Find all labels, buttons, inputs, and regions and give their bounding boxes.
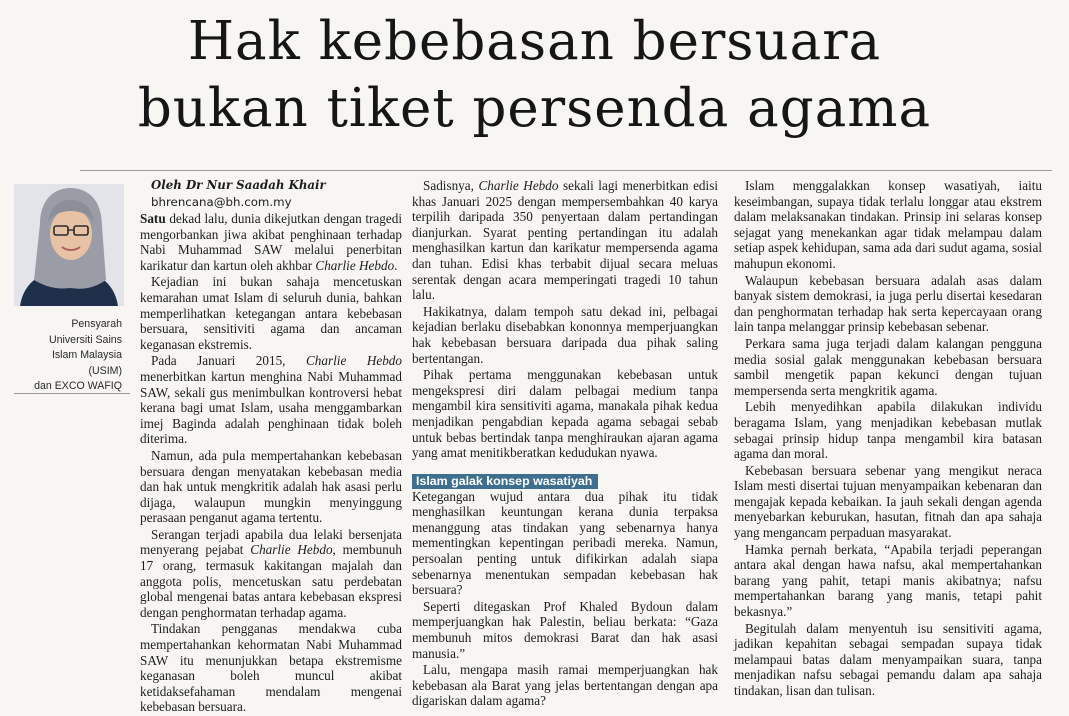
paragraph: Begitulah dalam menyentuh isu sensitiviti agama, jadikan kepahitan sebagai sempadan supaya tidak melampaui batas dalam menyampaikan suara, tanpa menjadikan nafsu sebagai pemandu dalam apa sahaja tindakan, lisan dan tulisan. [734, 620, 1042, 698]
paragraph: Seperti ditegaskan Prof Khaled Bydoun dalam memperjuangkan hak Palestin, beliau berkata: “Gaza membunuh mitos demokrasi Barat dan hak asasi manusia.” [412, 598, 718, 661]
paragraph: Perkara sama juga terjadi dalam kalangan pengguna media sosial galak menggunakan kebebasan bersuara sambil mengetik papan kekunci dengan tujuan mempersenda serta mengkritik agama. [734, 335, 1042, 398]
article-column-1 [140, 178, 402, 716]
paragraph: Lebih menyedihkan apabila dilakukan individu beragama Islam, yang menjadikan kebebasan mutlak sebagai prinsip hidup tanpa mengambil kira batasan agama dan moral. [734, 399, 1042, 462]
paragraph: Walaupun kebebasan bersuara adalah asas dalam banyak sistem demokrasi, ia juga perlu disertai kesedaran dan penghormatan terhadap hak serta kepercayaan orang lain tanpa melanggar prinsip kebebasan sebenar. [734, 272, 1042, 335]
author-rule [14, 393, 130, 394]
paragraph: Hakikatnya, dalam tempoh satu dekad ini, pelbagai kejadian berlaku disebabkan kononnya memperjuangkan hak kebebasan bersuara daripada dua pihak saling bertentangan. [412, 303, 718, 366]
paragraph: Serangan terjadi apabila dua lelaki bersenjata menyerang pejabat Charlie Hebdo, membunuh 17 orang, termasuk kakitangan majalah dan anggota polis, mencetuskan satu perdebatan global mengenai batas antara kebebasan ekspresi dengan penghormatan terhadap agama. [140, 526, 402, 620]
paragraph: Islam menggalakkan konsep wasatiyah, iaitu keseimbangan, supaya tidak terlalu longgar atau ekstrem dalam melaksanakan tindakan. Prinsip ini selaras konsep sejagat yang menekankan agar tidak melampau dalam setiap aspek kehidupan, sama ada dari sudut agama, sosial mahupun ekonomi. [734, 178, 1042, 271]
headline-line-1: Hak kebebasan bersuara [187, 11, 882, 72]
paragraph: Sadisnya, Charlie Hebdo sekali lagi menerbitkan edisi khas Januari 2025 dengan mempersembahkan 40 karya terpilih daripada 350 penyertaan dalam pertandingan dianjurkan. Syarat penting pertandingan itu adalah menghasilkan kartun dan karikatur mempersenda agama dan tuhan. Edisi khas terbabit dijual secara meluas serentak dengan acara memperingati tragedi 10 tahun lalu. [412, 178, 718, 303]
paragraph: Tindakan pengganas mendakwa cuba mempertahankan kehormatan Nabi Muhammad SAW itu menunjukkan betapa ekstremisme keganasan boleh muncul akibat ketidaksefahaman mendalam mengenai kebebasan bersuara. [140, 621, 402, 715]
article-column-2 [412, 178, 718, 710]
paragraph: Hamka pernah berkata, “Apabila terjadi peperangan antara akal dengan hawa nafsu, akal mempertahankan barang yang pahit, tetapi manis akibatnya; nafsu mempertahankan barang yang manis, tetapi pahit bekasnya.” [734, 541, 1042, 620]
author-byline: Oleh Dr Nur Saadah Khair [151, 178, 326, 192]
headline [0, 8, 1069, 142]
author-email[interactable]: bhrencana@bh.com.my [151, 195, 292, 209]
author-portrait-icon [14, 184, 124, 306]
paragraph: Namun, ada pula mempertahankan kebebasan bersuara dengan menyatakan kebebasan media dan hak untuk mengkritik adalah hak asasi perlu dijaga, walaupun mungkin menyinggung perasaan penganut agama tertentu. [140, 447, 402, 526]
headline-line-2: bukan tiket persenda agama [137, 78, 932, 139]
paragraph: Ketegangan wujud antara dua pihak itu tidak menghasilkan keuntungan kerana dunia terpaksa menanggung atas tindakan yang sebenarnya hanya mementingkan kepentingan peribadi mereka. Namun, persoalan penting untuk difikirkan adalah siapa sebenarnya menentukan sempadan kebebasan hak bersuara? [412, 488, 718, 598]
paragraph: Kebebasan bersuara sebenar yang mengikut neraca Islam mesti disertai tujuan menyampaikan kebenaran dan mengajak kepada kebaikan. Ia jauh sekali dengan agenda menyebarkan keburukan, hasutan, fitnah dan apa sahaja yang mengancam perpaduan masyarakat. [734, 462, 1042, 541]
article-column-3 [734, 178, 1042, 700]
paragraph: Kejadian ini bukan sahaja mencetuskan kemarahan umat Islam di seluruh dunia, bahkan memperlihatkan ketegangan antara kebebasan bersuara, sensitiviti agama dan ancaman keganasan ekstremis. [140, 274, 402, 352]
paragraph: Pihak pertama menggunakan kebebasan untuk mengekspresi diri dalam pelbagai medium tanpa mengambil kira sensitiviti agama, manakala pihak kedua menjadikan pengabdian kepada agama sebagai sebab untuk bebas bertindak tanpa menghiraukan ajaran agama yang amat menitikberatkan kedudukan nyawa. [412, 367, 718, 461]
paragraph: Pada Januari 2015, Charlie Hebdo menerbitkan kartun menghina Nabi Muhammad SAW, sekali gus menimbulkan kontroversi hebat kerana bagi umat Islam, usaha menggambarkan imej Baginda adalah penghinaan tidak boleh diterima. [140, 353, 402, 447]
lead-word: Satu [140, 211, 166, 226]
paragraph: Lalu, mengapa masih ramai memperjuangkan hak kebebasan ala Barat yang jelas bertentangan dengan apa digariskan dalam agama? [412, 662, 718, 709]
author-box [14, 184, 132, 392]
paragraph: Satu dekad lalu, dunia dikejutkan dengan tragedi mengorbankan jiwa akibat penghinaan terhadap Nabi Muhammad SAW melalui penerbitan karikatur dan kartun oleh akhbar Charlie Hebdo. [140, 211, 402, 273]
author-role: Pensyarah Universiti Sains Islam Malaysia (USIM) dan EXCO WAFIQ [34, 318, 122, 392]
frame-top-rule [80, 170, 1052, 171]
section-subheading: Islam galak konsep wasatiyah [412, 474, 598, 489]
